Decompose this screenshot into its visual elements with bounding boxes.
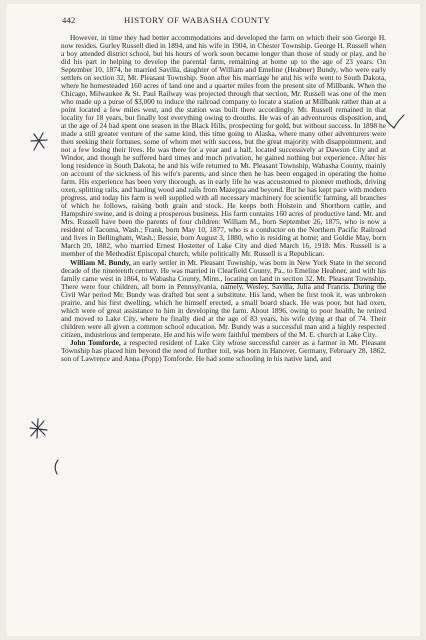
running-title: HISTORY OF WABASHA COUNTY xyxy=(124,15,271,25)
paragraph-tomforde xyxy=(61,339,386,363)
running-header xyxy=(62,15,362,27)
bracket-mark-icon xyxy=(55,460,58,474)
cross-mark-icon xyxy=(31,133,47,150)
paragraph-bundy xyxy=(61,259,386,339)
page-number: 442 xyxy=(62,15,76,25)
check-mark-icon xyxy=(386,115,404,128)
entry-name-bundy: William M. Bundy, xyxy=(70,257,131,267)
paragraph-russell-body: However, in time they had better accommodations and developed the farm on which their son George H. now resides. Gurley Russell died in 1894, and his wife in 1904, in Chester Township. George H. Russell when a boy attended district school, but his hours of work soon became longer than those of study or play, and he did his part in helping to develop the parental farm, remaining at home up to the age of 23 years. On September 10, 1874, he married Savilla, daughter of William and Emeline (Heabner) Bundy, who were early settlers on section 32, Mt. Pleasant Township. Soon after his marriage he and his wife went to South Dakota, where he homesteaded 160 acres of land one and a quarter miles from the present site of Millbank. When the Chicago, Milwaukee & St. Paul Railway was projected through that section, Mr. Russell was one of the men who made up a purse of $3,000 to induce the railroad company to locate a station at Millbank rather than at a point located a few miles west, and the station was built there accordingly. Mr. Russell remained in that locality for 18 years, but finally lost everything owing to drouths. He was of an adventurous disposition, and at the age of 24 had spent one season in the Black Hills, prospecting for gold, but without success. In 1898 he made a still greater venture of the same kind, this time going to Alaska, where many other adventurers were then seeking their fortunes, some of whom met with success, but the great majority with disappointment, and not a few losing their lives. He was there for a year and a half, located successively at Dawson City and at Windor, and though he suffered hard times and much privation, he gained nothing but experience. After his long residence in South Dakota, he and his wife returned to Mt. Pleasant Township, Wabasha County, mainly on account of the sickness of his wife's parents, and since then he has been engaged in operating the home farm. His experience has been very thorough, as in early life he was accustomed to pioneer methods, driving oxen, splitting rails, and hauling wood and rails from Mazeppa and beyond. But he has kept pace with modern progress, and today his farm is well supplied with all necessary machinery for scientific farming, all branches of which he follows, raising both grain and stock. He keeps both Holstein and Shorthorn cattle, and Hampshire swine, and is doing a prosperous business. His farm contains 160 acres of productive land. Mr. and Mrs. Russell have been the parents of four children: William M., born September 26, 1875, who is now a resident of Tacoma, Wash.; Frank, born May 10, 1877, who is a conductor on the Northern Pacific Railroad and lives in Bellingham, Wash.; Bessie, born August 3, 1880, who is residing at home; and Goldie May, born March 20, 1882, who married Ernest Hostetter of Lake City and died March 16, 1918. Mrs. Russell is a member of the Methodist Episcopal church, while politically Mr. Russell is a Republican. xyxy=(61,34,386,258)
entry-name-tomforde: John Tomforde, xyxy=(70,338,121,347)
body-text xyxy=(61,34,386,630)
paragraph-bundy-body-end: There were four children, all born in Pennsylvania, namely, Wesley, Savilla, Julia and Francis. During the Civil War period Mr. Bundy was drafted but sent a substitute. His land, when he first took it, was unbroken prairie, and his first dwelling, which he himself erected, a small board shack. He was poor, but had oxen, which were of great assistance to him in developing the farm. About 1896, owing to poor health, he retired and moved to Lake City, where he finally died at the age of 83 years, his wife dying at that of 74. Their children were all given a common school education. Mr. Bundy was a successful man and a highly respected citizen, industrious and temperate. He and his wife were faithful members of the M. E. church at Lake City. xyxy=(61,281,386,339)
asterisk-mark-icon xyxy=(30,419,47,438)
book-page xyxy=(6,4,420,636)
paragraph-tomforde-body: a respected resident of Lake City whose successful career as a farmer in Mt. Pleasant Township has placed him beyond the need of further toil, was born in Hanover, Germany, February 28, 1862, son of Lawrence and Anna (Popp) Tomforde. He had some schooling in his native land, and xyxy=(61,338,386,363)
paragraph-russell xyxy=(61,34,386,258)
underlined-passage: locating on land in section 32, Mt. Pleasant Township. xyxy=(224,273,386,283)
paragraph-bundy-body-start: an early settler in Mt. Pleasant Township, was born in New York State in the second decade of the nineteenth century. He was married in Clearfield County, Pa., to Emeline Heabner, and with his family came west in 1864, to Wabasha County, Minn., xyxy=(61,257,386,283)
